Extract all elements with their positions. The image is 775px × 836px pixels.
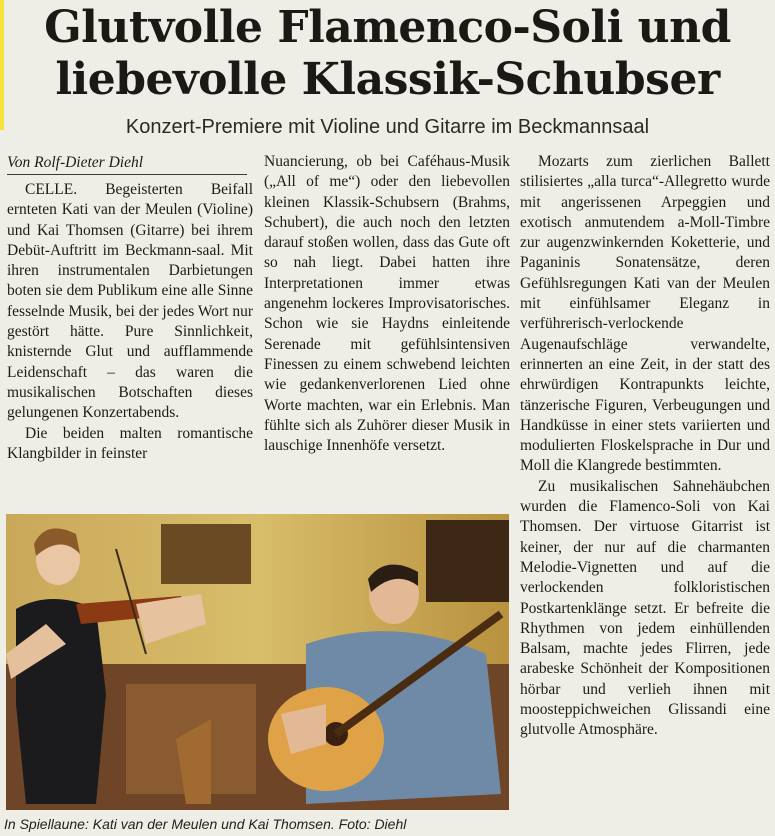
paragraph: Zu musikalischen Sahnehäubchen wurden die Flamenco-Soli von Kai Thomsen. Der virtuose Gitarrist ist keiner, der nur auf die charmanten Melodie-Vignetten und auf die verlockenden folkloristischen Postkartenklänge setzt. Er befreite die Rhythmen von jedem einhüllenden Balsam, machte jedes Flirren, jede arabeske Schönheit der Kompositionen hörbar und verlieh ihnen mit moosteppichweichen Glissandi eine glutvolle Atmosphäre.: [520, 477, 770, 739]
painting-frame: [426, 520, 509, 602]
photo-caption: In Spiellaune: Kati van der Meulen und Kai Thomsen. Foto: Diehl: [4, 816, 407, 832]
concert-photo-illustration: [6, 514, 509, 810]
byline: Von Rolf-Dieter Diehl: [7, 153, 247, 175]
paragraph: Mozarts zum zierlichen Ballett stilisiertes „alla turca“-Allegretto wurde mit angerissenen Arpeggien und exotisch anmutendem a-Moll-Timbre zur augenzwinkernden Koketterie, und Paganinis Sonatensätze, deren Gefühlsregungen Kati van der Meulen mit einfühlsamer Eleganz in verführerisch-verlockende Augenaufschläge verwandelte, erinnerten an eine Zeit, in der statt des ehrwürdigen Kontrapunkts leichte, tänzerische Figuren, Verbeugungen und Handküsse in einer stets variierten und modulierten Floskelsprache in Dur und Moll die Klangrede bestimmten.: [520, 153, 770, 475]
subheadline: Konzert-Premiere mit Violine und Gitarre im Beckmannsaal: [125, 116, 650, 138]
text-column-1: [7, 180, 253, 464]
text-column-2: [264, 152, 510, 456]
paragraph: Nuancierung, ob bei Caféhaus-Musik („All of me“) oder den liebevollen kleinen Klassik-Schubsern (Brahms, Schubert), die auch noch den letzten darauf stoßen wollen, dass das Gute oft so nah liegt. Dabei hatten ihre Interpretationen immer etwas angenehm lockeres Improvisatorisches. Schon wie sie Haydns einleitende Serenade mit gefühlsintensiven Finessen zu einem schwebend leichten wie gedankenverlorenen Lied ohne Worte machten, war ein Erlebnis. Man fühlte sich als Zuhörer dieser Musik in lauschige Innenhöfe versetzt.: [264, 153, 510, 455]
paragraph: Die beiden malten romantische Klangbilder in feinster: [7, 424, 253, 462]
headline-line-2: liebevolle Klassik-Schubser: [55, 54, 720, 105]
headline-line-1: Glutvolle Flamenco-Soli und: [44, 2, 731, 53]
concert-photo: [6, 514, 509, 810]
headline: [0, 2, 775, 106]
text-column-3: [520, 152, 770, 741]
paragraph: CELLE. Begeisterten Beifall ernteten Kati van der Meulen (Violine) und Kai Thomsen (Gitarre) bei ihrem Debüt-Auftritt im Beckmann-saal. Mit ihren instrumentalen Darbietungen boten sie dem Publikum eine alle Sinne fesselnde Musik, bei der jedes Wort nur gestört hätte. Pure Sinnlichkeit, knisternde Glut und aufflammende Leidenschaft – das waren die musikalischen Botschaften dieses gelungenen Konzertabends.: [7, 181, 253, 422]
painting-frame: [161, 524, 251, 584]
